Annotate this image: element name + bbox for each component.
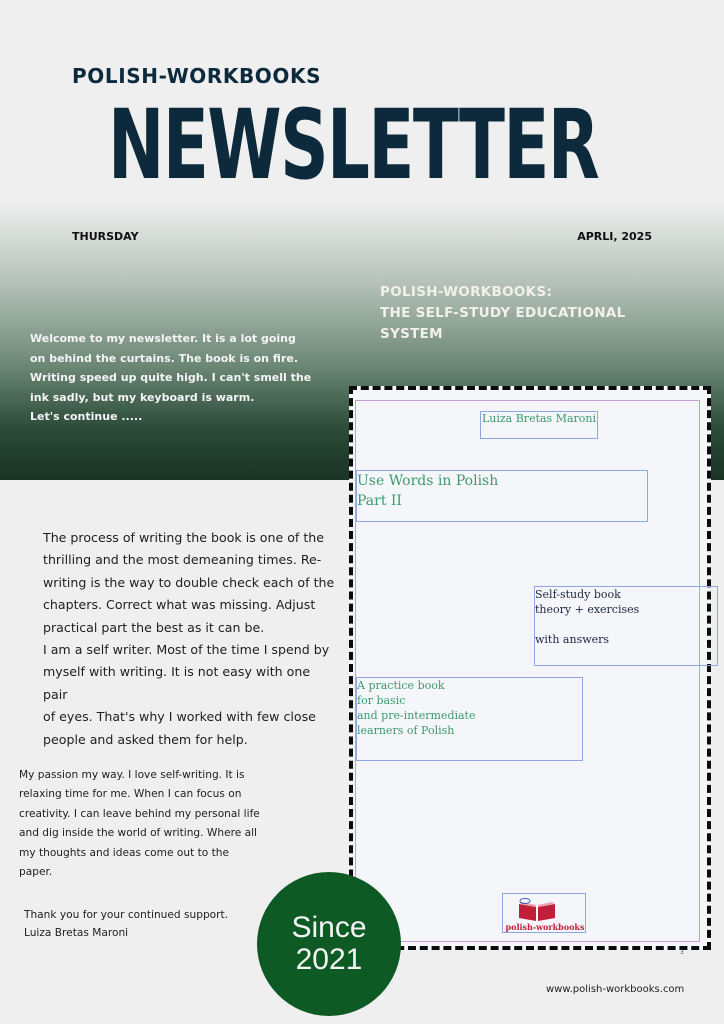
badge-since-label: Since bbox=[291, 911, 367, 944]
subtitle-text: POLISH-WORKBOOKS: THE SELF-STUDY EDUCATIONAL SYSTEM bbox=[380, 284, 626, 342]
brand-name: POLISH-WORKBOOKS bbox=[72, 64, 322, 88]
book-page-preview bbox=[349, 386, 711, 956]
passion-paragraph: My passion my way. I love self-writing. It is relaxing time for me. When I can focus on creativity. I can leave behind my personal life and dig inside the world of writing. Where all my thoughts and ideas come out to the paper. bbox=[19, 769, 260, 879]
issue-date: APRLI, 2025 bbox=[577, 230, 652, 243]
book-author: Luiza Bretas Maroni bbox=[480, 411, 598, 439]
writing-process-paragraph: The process of writing the book is one of the thrilling and the most demeaning times. Re- writing is the way to double check each of the chapters. Correct what was missing. Adjust practical part the best as it can be. I am a self writer. Most of the time I spend by myself with writing. It is not easy with one pair of eyes. That's why I worked with few close people and asked them for help. bbox=[43, 530, 335, 747]
book-page-frame bbox=[355, 400, 700, 956]
website-link[interactable]: www.polish-workbooks.com bbox=[546, 984, 685, 995]
page-number: 3 bbox=[680, 949, 684, 956]
since-badge bbox=[257, 872, 401, 1016]
book-title: Use Words in Polish Part II bbox=[356, 470, 648, 522]
publisher-logo bbox=[502, 893, 586, 933]
newsletter-title: NEWSLETTER bbox=[108, 89, 599, 201]
book-subtitle: Self-study book theory + exercises with answers bbox=[534, 586, 718, 666]
book-practice-description: A practice book for basic and pre-intermediate learners of Polish bbox=[356, 677, 583, 761]
badge-year: 2021 bbox=[295, 943, 363, 976]
open-book-icon bbox=[517, 898, 557, 922]
logo-text: polish-workbooks bbox=[505, 922, 585, 932]
section-subtitle bbox=[380, 282, 670, 345]
issue-day: THURSDAY bbox=[72, 230, 139, 243]
thank-you-note: Thank you for your continued support. Luiza Bretas Maroni bbox=[24, 909, 229, 939]
welcome-text: Welcome to my newsletter. It is a lot going on behind the curtains. The book is on fire. Writing speed up quite high. I can't smell the ink sadly, but my keyboard is warm. Let's continue ..... bbox=[30, 332, 312, 423]
